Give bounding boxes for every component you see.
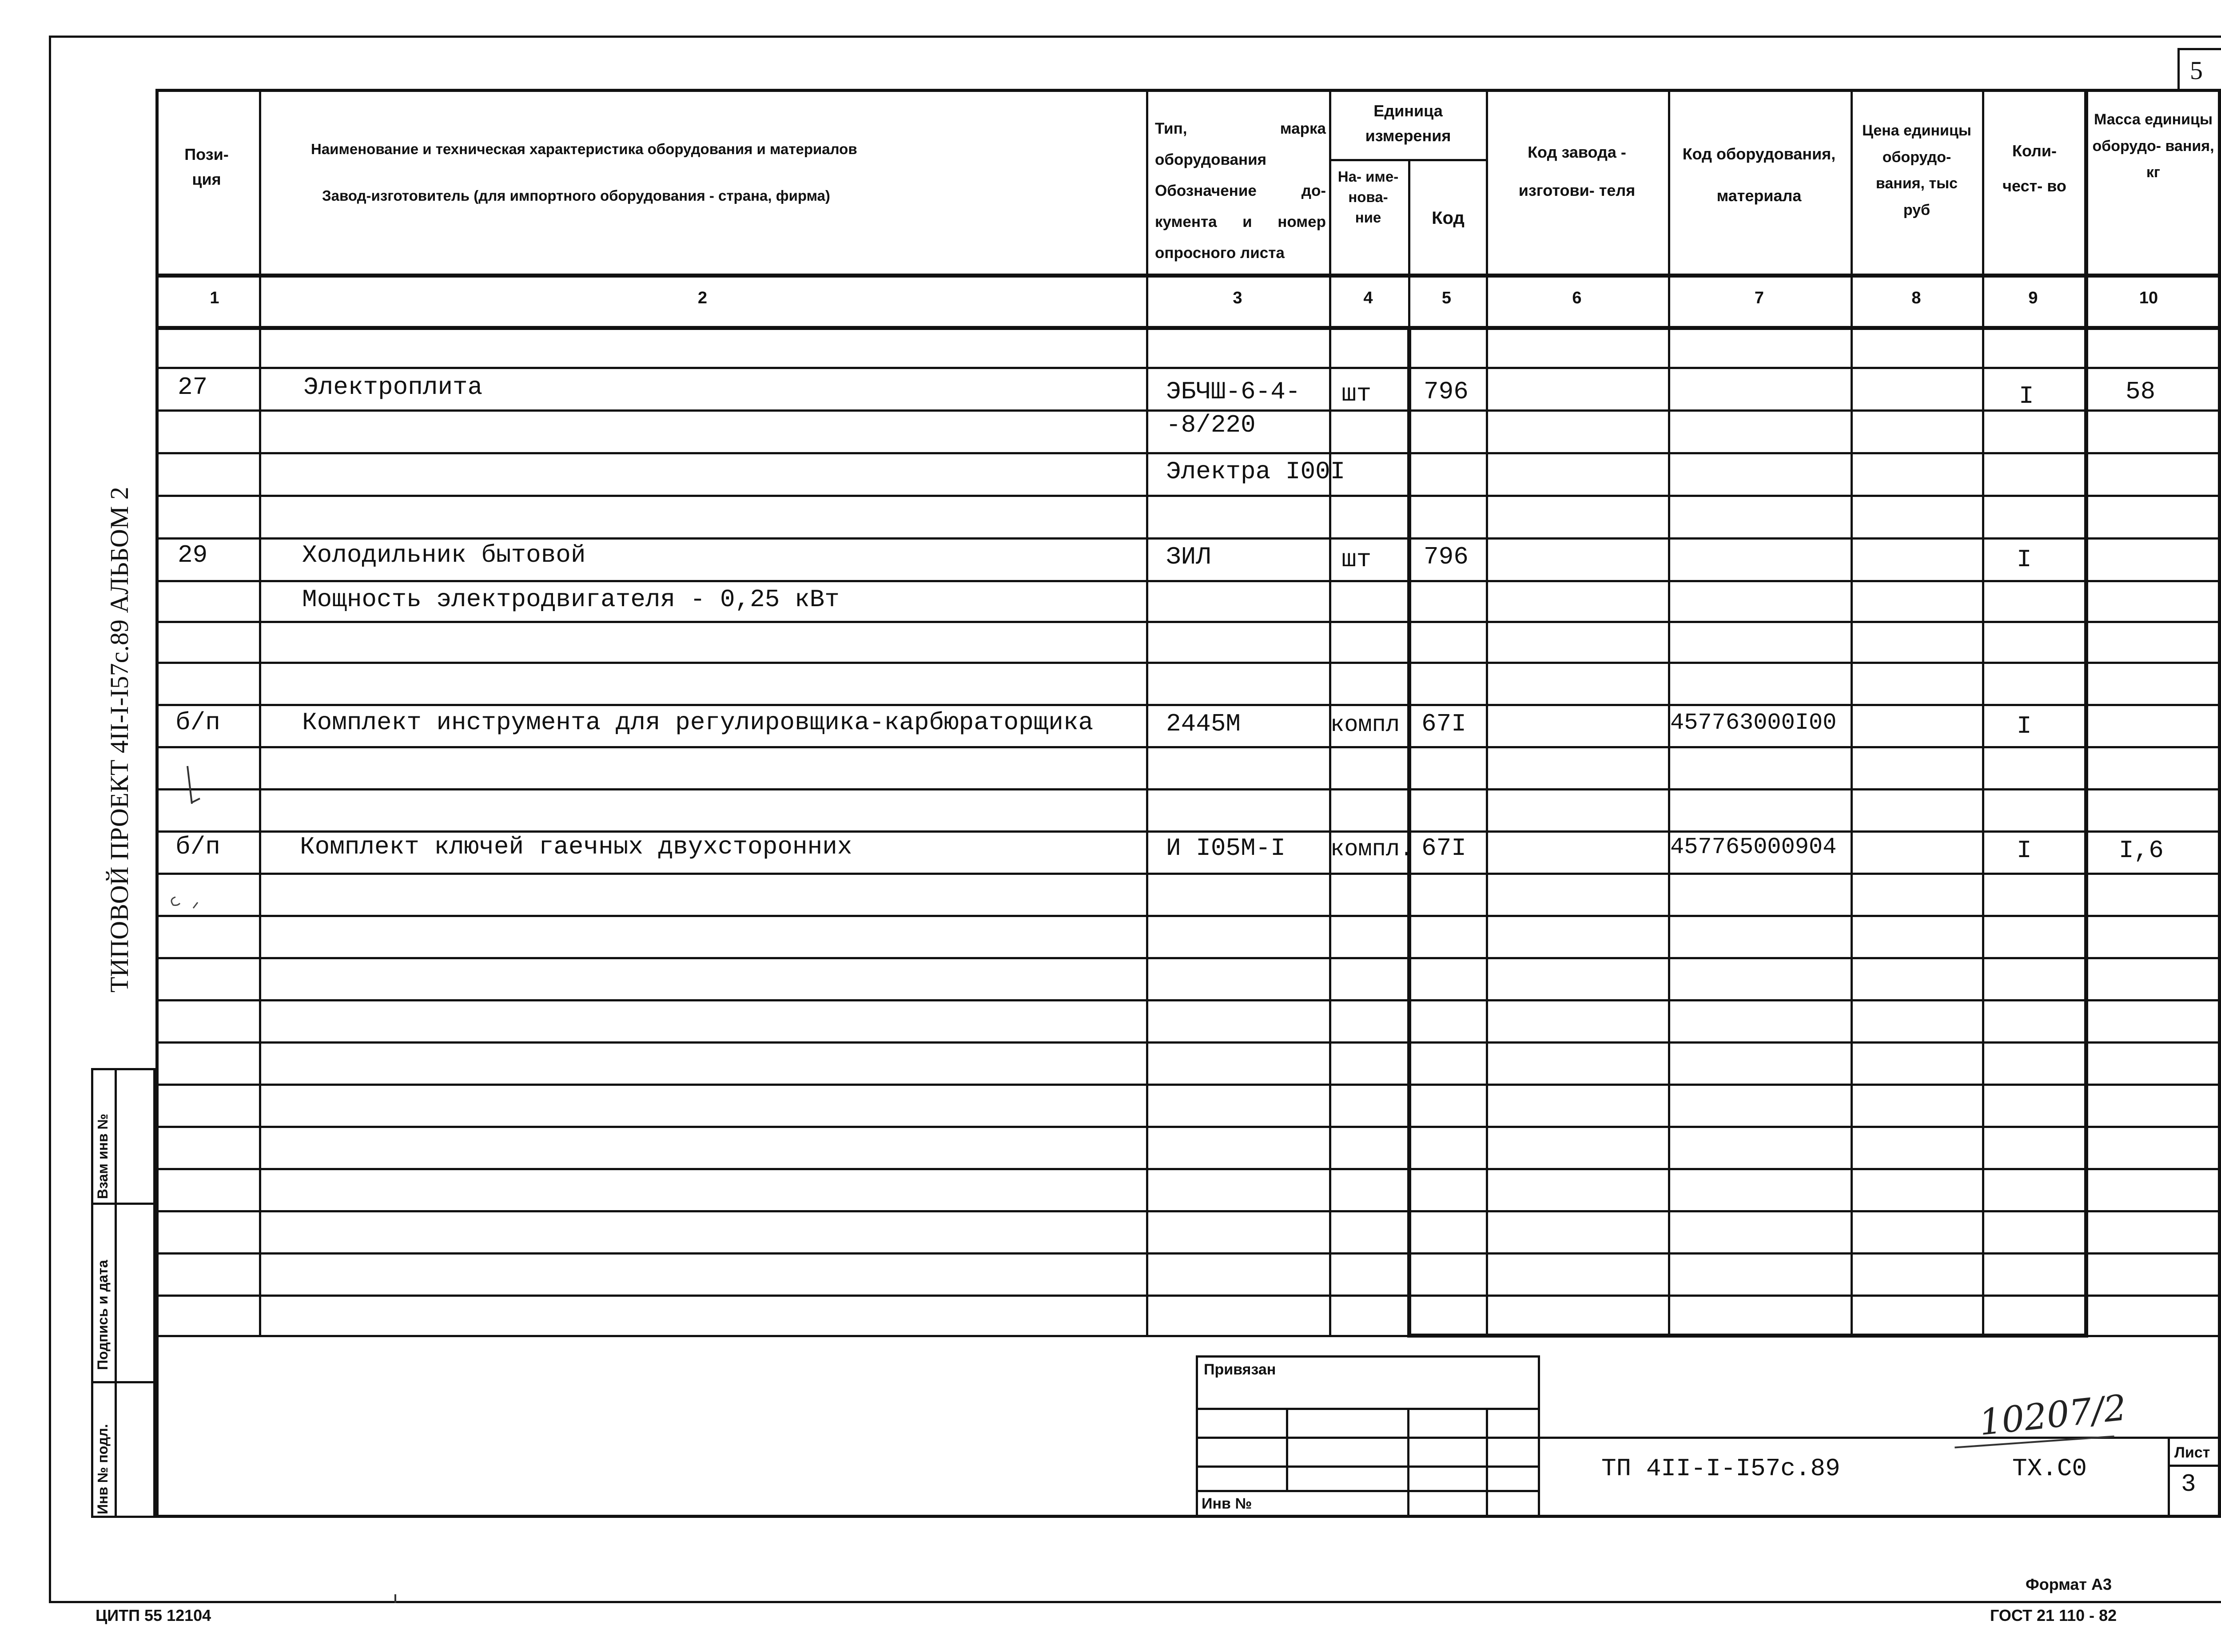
left-stamp-vzam: Взам инв № bbox=[95, 1113, 111, 1199]
page-number: 5 bbox=[2190, 56, 2203, 85]
row-qty: I bbox=[2017, 712, 2032, 740]
table-row-line bbox=[155, 1168, 2221, 1170]
row-name: Комплект инструмента для регулировщика-карбюраторщика bbox=[302, 708, 1094, 737]
row-mass: 58 bbox=[2125, 377, 2156, 406]
table-row-line bbox=[155, 662, 2221, 664]
row-type: ЭБЧШ-6-4- bbox=[1166, 377, 1301, 406]
colnum-5: 5 bbox=[1441, 289, 1452, 307]
privyazan-line bbox=[1196, 1465, 1540, 1468]
title-block-top bbox=[1540, 1437, 2221, 1439]
header-name-line2: Завод-изготовитель (для импортного оборудования - страна, фирма) bbox=[322, 187, 830, 204]
row-unit: компл. bbox=[1330, 836, 1414, 862]
table-row-line bbox=[155, 999, 2221, 1001]
privyazan-label: Привязан bbox=[1204, 1361, 1276, 1378]
table-row-line bbox=[155, 367, 2221, 369]
table-row-line bbox=[155, 495, 2221, 497]
row-name: Холодильник бытовой bbox=[302, 541, 586, 569]
table-row-line bbox=[155, 537, 2221, 540]
colnum-8: 8 bbox=[1911, 289, 1921, 307]
row-equipment-code: 457765000904 bbox=[1670, 834, 1837, 860]
table-row-line bbox=[155, 1084, 2221, 1086]
row-type: 2445М bbox=[1166, 710, 1241, 738]
row-name: Комплект ключей гаечных двухсторонних bbox=[300, 833, 852, 861]
privyazan-vline bbox=[1486, 1408, 1488, 1518]
privyazan-vline bbox=[1286, 1408, 1288, 1490]
header-unit-group: Единица измерения bbox=[1365, 102, 1451, 145]
hand-mark bbox=[182, 764, 209, 813]
table-vline bbox=[1407, 329, 1411, 1337]
row-type: И I05М-I bbox=[1166, 834, 1286, 862]
colnum-4: 4 bbox=[1363, 289, 1373, 307]
handwritten-number: 10207/2 bbox=[1977, 1386, 2129, 1444]
table-row-line bbox=[155, 580, 2221, 582]
table-row-line bbox=[155, 873, 2221, 875]
table-row-line bbox=[155, 1041, 2221, 1044]
colnum-bottom-line bbox=[155, 326, 2221, 330]
left-stamp-inv-podl: Инв № подл. bbox=[95, 1424, 111, 1514]
table-end-line bbox=[155, 1335, 2221, 1337]
table-row-line bbox=[155, 1126, 2221, 1128]
row-equipment-code: 457763000I00 bbox=[1670, 710, 1837, 736]
row-code: 67I bbox=[1421, 834, 1466, 862]
header-mass: Масса единицы оборудо- вания, кг bbox=[2092, 111, 2214, 181]
table-row-line bbox=[155, 1295, 2221, 1297]
row-code: 796 bbox=[1424, 543, 1469, 571]
side-title: ТИПОВОЙ ПРОЕКТ 4II-I-I57с.89 АЛЬБОМ 2 bbox=[105, 487, 134, 993]
colnum-9: 9 bbox=[2028, 289, 2038, 307]
header-unit-name: На- име- нова- ние bbox=[1337, 168, 1399, 226]
privyazan-line bbox=[1196, 1408, 1540, 1410]
table-row-line bbox=[155, 704, 2221, 706]
table-row-line bbox=[155, 915, 2221, 917]
row-type: -8/220 bbox=[1166, 411, 1256, 439]
left-stamp-line bbox=[91, 1381, 155, 1383]
header-name-line1: Наименование и техническая характеристика оборудования и материалов bbox=[311, 141, 857, 157]
unit-group-line bbox=[1329, 159, 1486, 161]
row-position: 27 bbox=[178, 373, 208, 401]
row-name: Мощность электродвигателя - 0,25 кВт bbox=[302, 585, 840, 614]
table-row-line bbox=[155, 746, 2221, 748]
row-position: б/п bbox=[175, 708, 220, 737]
row-code: 796 bbox=[1424, 377, 1469, 406]
row-unit: шт bbox=[1341, 380, 1372, 408]
doc-code: ТХ.С0 bbox=[2012, 1454, 2087, 1483]
row-position: б/п bbox=[175, 833, 220, 861]
table-row-line bbox=[155, 1252, 2221, 1255]
left-stamp-line bbox=[91, 1203, 155, 1205]
footer-gost: ГОСТ 21 110 - 82 bbox=[1990, 1606, 2117, 1624]
row-name: Электроплита bbox=[303, 373, 483, 401]
footer-left: ЦИТП 55 12104 bbox=[96, 1606, 211, 1624]
row-position: 29 bbox=[178, 541, 208, 569]
footer-format: Формат А3 bbox=[2026, 1575, 2112, 1593]
row-code: 67I bbox=[1421, 710, 1466, 738]
project-code: ТП 4II-I-I57с.89 bbox=[1601, 1454, 1840, 1483]
header-equipment-code: Код оборудования, материала bbox=[1682, 145, 1836, 205]
colnum-7: 7 bbox=[1754, 289, 1764, 307]
colnum-1: 1 bbox=[210, 289, 219, 307]
inv-no-label: Инв № bbox=[1202, 1495, 1252, 1512]
sheet-number: 3 bbox=[2181, 1470, 2196, 1498]
header-position: Пози- ция bbox=[184, 145, 229, 188]
header-type: Тип, марка оборудования Обозначение до- кумента и номер опросного листа bbox=[1155, 120, 1326, 262]
header-factory-code: Код завода - изготови- теля bbox=[1518, 143, 1636, 200]
header-unit-code: Код bbox=[1432, 208, 1465, 228]
header-quantity: Коли- чест- во bbox=[2002, 142, 2066, 195]
table-row-line bbox=[155, 1210, 2221, 1212]
row-type: Электра I00I bbox=[1166, 457, 1345, 486]
table-row-line bbox=[155, 621, 2221, 623]
table-row-line bbox=[155, 452, 2221, 454]
hand-mark bbox=[167, 884, 300, 919]
row-unit: компл bbox=[1330, 712, 1400, 738]
colnum-3: 3 bbox=[1233, 289, 1242, 307]
colnum-6: 6 bbox=[1572, 289, 1582, 307]
row-qty: I bbox=[2017, 836, 2032, 865]
header-price: Цена единицы оборудо- вания, тыс руб bbox=[1862, 122, 1971, 218]
privyazan-line bbox=[1196, 1437, 1540, 1439]
sheet-box-line bbox=[2168, 1465, 2221, 1467]
colnum-10: 10 bbox=[2139, 289, 2158, 307]
table-row-line bbox=[155, 788, 2221, 790]
table-row-line bbox=[155, 957, 2221, 959]
colnum-2: 2 bbox=[697, 289, 708, 307]
header-bottom-line bbox=[155, 274, 2221, 278]
sheet-label: Лист bbox=[2174, 1444, 2210, 1461]
row-mass: I,6 bbox=[2119, 836, 2164, 865]
privyazan-vline bbox=[1407, 1408, 1409, 1518]
row-type: ЗИЛ bbox=[1166, 543, 1211, 571]
row-qty: I bbox=[2019, 382, 2034, 410]
row-qty: I bbox=[2017, 545, 2032, 574]
left-stamp-podpis: Подпись и дата bbox=[95, 1260, 111, 1370]
left-stamp-divider bbox=[115, 1068, 117, 1518]
footer-tick bbox=[394, 1594, 396, 1603]
row-unit: шт bbox=[1341, 545, 1372, 574]
